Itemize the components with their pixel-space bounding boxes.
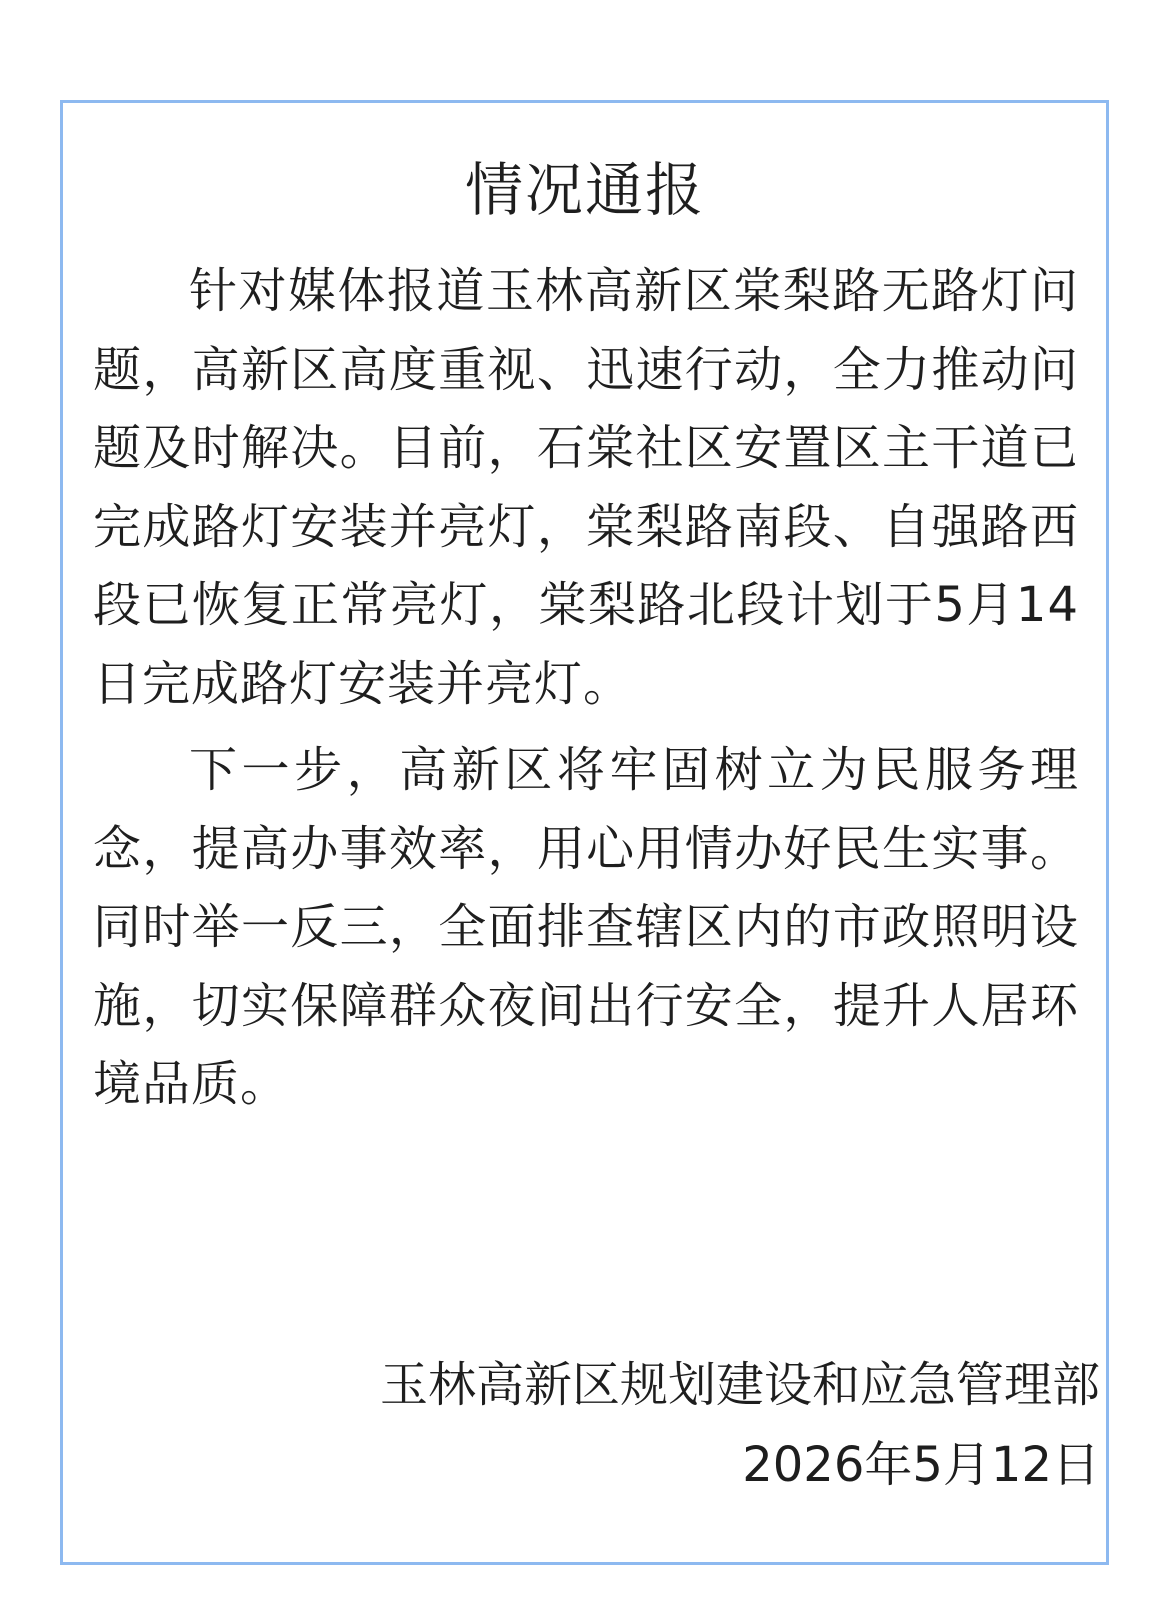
notice-title: 情况通报 [464, 156, 705, 224]
notice-body [93, 252, 1079, 1124]
notice-paragraph: 下一步，高新区将牢固树立为民服务理念，提高办事效率，用心用情办好民生实事。同时举一反三，全面排查辖区内的市政照明设施，切实保障群众夜间出行安全，提升人居环境品质。 [93, 742, 1079, 1112]
issue-date: 2026年5月12日 [742, 1437, 1100, 1493]
signature-block [380, 1345, 1100, 1505]
issuer-name: 玉林高新区规划建设和应急管理部 [379, 1357, 1100, 1413]
notice-paragraph: 针对媒体报道玉林高新区棠梨路无路灯问题，高新区高度重视、迅速行动，全力推动问题及时解决。目前，石棠社区安置区主干道已完成路灯安装并亮灯，棠梨路南段、自强路西段已恢复正常亮灯，棠梨路北段计划于5月14日完成路灯安装并亮灯。 [93, 263, 1079, 712]
